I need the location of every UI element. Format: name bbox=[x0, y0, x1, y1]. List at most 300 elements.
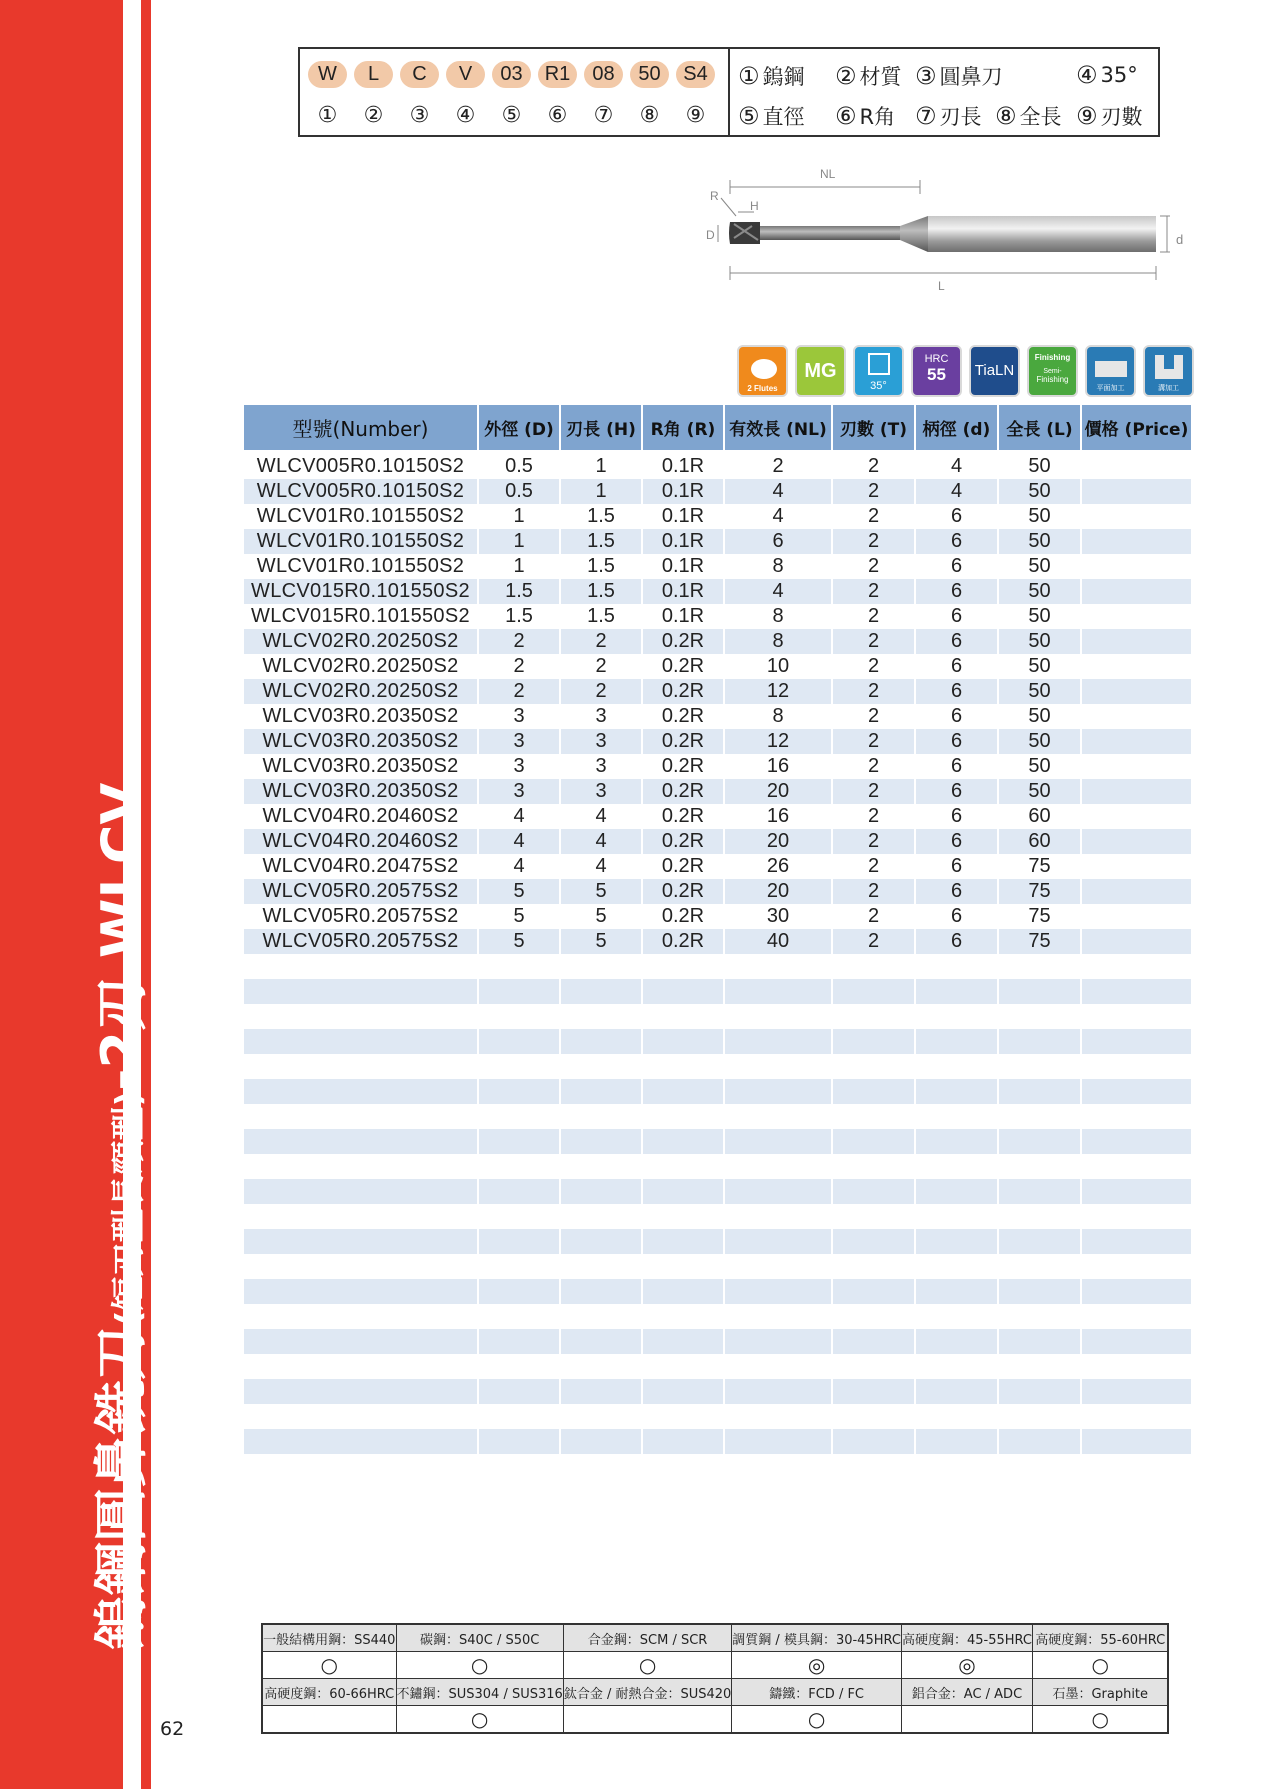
cell-diameter: 1 bbox=[513, 555, 525, 577]
flat-machining-icon bbox=[1085, 345, 1136, 397]
cell-shank bbox=[916, 1154, 997, 1179]
cell-flutes bbox=[833, 1254, 914, 1279]
cell-price bbox=[1082, 979, 1191, 1004]
cell-shank bbox=[916, 1129, 997, 1154]
icon-label: HRC bbox=[924, 353, 949, 365]
cell-flutes bbox=[833, 1329, 914, 1354]
cell-shank: 6 bbox=[950, 655, 963, 677]
cell-overall-length bbox=[999, 1179, 1080, 1204]
dim-label-r: R bbox=[710, 189, 719, 203]
cell-model: WLCV01R0.101550S2 bbox=[256, 505, 465, 527]
table-row bbox=[244, 879, 1191, 904]
cell-model bbox=[244, 1379, 477, 1404]
cell-neck-length bbox=[725, 1329, 831, 1354]
cell-flutes bbox=[833, 979, 914, 1004]
cell-flute-length: 2 bbox=[595, 655, 607, 677]
suitability-mark: ○ bbox=[732, 1706, 902, 1734]
cell-neck-length: 12 bbox=[725, 729, 831, 754]
feature-icons bbox=[737, 345, 1201, 397]
cell-diameter bbox=[479, 1104, 559, 1129]
table-row bbox=[244, 954, 1191, 979]
cell-diameter: 3 bbox=[513, 705, 525, 727]
cell-model bbox=[244, 1354, 477, 1379]
icon-label: 平面加工 bbox=[1096, 385, 1125, 392]
meaning-number: ① bbox=[738, 62, 760, 90]
cell-corner-radius: 0.2R bbox=[661, 805, 705, 827]
cell-corner-radius: 0.2R bbox=[643, 879, 723, 904]
cell-price bbox=[1082, 1429, 1191, 1454]
cell-flute-length: 1 bbox=[561, 479, 641, 504]
cell-overall-length bbox=[999, 1054, 1080, 1079]
table-row bbox=[244, 1079, 1191, 1104]
cell-flute-length bbox=[561, 979, 641, 1004]
table-row bbox=[244, 554, 1191, 579]
header-overall-length: 全長 (L) bbox=[999, 405, 1080, 454]
cell-flutes: 2 bbox=[833, 929, 914, 954]
cell-corner-radius bbox=[643, 1379, 723, 1404]
cell-shank: 6 bbox=[950, 705, 963, 727]
suitability-mark: ◎ bbox=[901, 1652, 1032, 1679]
cell-model: WLCV04R0.20460S2 bbox=[244, 829, 477, 854]
meaning-number: ③ bbox=[915, 62, 937, 90]
header-flute-length: 刃長 (H) bbox=[561, 405, 641, 454]
material-label: 高硬度鋼：60-66HRC bbox=[262, 1679, 396, 1706]
table-row bbox=[244, 704, 1191, 729]
cell-corner-radius: 0.1R bbox=[643, 479, 723, 504]
cell-shank bbox=[916, 1354, 997, 1379]
cell-diameter: 1 bbox=[513, 505, 525, 527]
table-row bbox=[244, 1229, 1191, 1254]
cell-neck-length bbox=[725, 1429, 831, 1454]
cell-shank: 6 bbox=[950, 855, 963, 877]
cell-corner-radius bbox=[643, 1304, 723, 1329]
cell-price bbox=[1082, 1404, 1191, 1429]
cell-diameter: 4 bbox=[513, 855, 525, 877]
cell-flute-length bbox=[561, 1004, 641, 1029]
cell-corner-radius: 0.2R bbox=[643, 929, 723, 954]
cell-diameter: 5 bbox=[479, 879, 559, 904]
cell-shank bbox=[916, 1204, 997, 1229]
cell-model bbox=[244, 1179, 477, 1204]
cell-flutes: 2 bbox=[833, 879, 914, 904]
header-corner-radius: R角 (R) bbox=[643, 405, 723, 454]
cell-diameter bbox=[479, 1079, 559, 1104]
cell-diameter bbox=[479, 954, 559, 979]
cell-corner-radius bbox=[643, 1154, 723, 1179]
cell-overall-length bbox=[999, 1129, 1080, 1154]
cell-overall-length: 50 bbox=[999, 629, 1080, 654]
cell-price bbox=[1082, 929, 1191, 954]
cell-neck-length bbox=[725, 1104, 831, 1129]
cell-shank: 6 bbox=[950, 505, 963, 527]
cell-overall-length: 50 bbox=[1028, 605, 1051, 627]
cell-neck-length: 8 bbox=[772, 555, 784, 577]
cell-flutes: 2 bbox=[867, 505, 880, 527]
cell-price bbox=[1082, 1029, 1191, 1054]
cell-shank bbox=[916, 1104, 997, 1129]
cell-diameter bbox=[479, 1004, 559, 1029]
cell-neck-length bbox=[725, 979, 831, 1004]
cell-diameter bbox=[479, 1379, 559, 1404]
cell-shank: 6 bbox=[950, 605, 963, 627]
cell-corner-radius: 0.2R bbox=[643, 679, 723, 704]
cell-overall-length: 50 bbox=[1028, 705, 1051, 727]
cell-shank bbox=[916, 1004, 997, 1029]
cell-flutes bbox=[833, 1004, 914, 1029]
cell-neck-length bbox=[725, 1304, 831, 1329]
cell-flute-length bbox=[561, 954, 641, 979]
cell-shank: 6 bbox=[916, 879, 997, 904]
cell-diameter: 5 bbox=[513, 905, 525, 927]
meaning-text: 35° bbox=[1100, 63, 1138, 87]
cell-flutes: 2 bbox=[867, 655, 880, 677]
table-row bbox=[244, 1154, 1191, 1179]
legend-meaning bbox=[915, 61, 1003, 91]
cell-neck-length: 16 bbox=[766, 755, 790, 777]
table-row bbox=[244, 1379, 1191, 1404]
cell-price bbox=[1082, 1379, 1191, 1404]
cell-flutes bbox=[833, 1429, 914, 1454]
title-rest: -2刃 WLCV bbox=[90, 782, 153, 1091]
cell-flutes bbox=[833, 1379, 914, 1404]
cell-price bbox=[1082, 579, 1191, 604]
cell-neck-length: 8 bbox=[725, 629, 831, 654]
cell-model bbox=[244, 1054, 477, 1079]
cell-flutes: 2 bbox=[867, 455, 880, 477]
cell-price bbox=[1082, 1179, 1191, 1204]
cell-flutes bbox=[833, 1204, 914, 1229]
cell-shank bbox=[916, 979, 997, 1004]
table-row bbox=[244, 829, 1191, 854]
cell-corner-radius: 0.2R bbox=[661, 755, 705, 777]
cell-model: WLCV02R0.20250S2 bbox=[244, 679, 477, 704]
cell-overall-length bbox=[999, 1254, 1080, 1279]
cell-shank: 6 bbox=[916, 579, 997, 604]
material-label: 合金鋼：SCM / SCR bbox=[563, 1624, 731, 1652]
cell-price bbox=[1082, 654, 1191, 679]
table-row bbox=[244, 1204, 1191, 1229]
cell-overall-length bbox=[999, 1204, 1080, 1229]
table-row bbox=[244, 1279, 1191, 1304]
cell-price bbox=[1082, 1304, 1191, 1329]
table-row bbox=[244, 1304, 1191, 1329]
cell-flute-length bbox=[561, 1179, 641, 1204]
cell-model: WLCV03R0.20350S2 bbox=[244, 779, 477, 804]
cell-corner-radius: 0.1R bbox=[643, 529, 723, 554]
cell-corner-radius bbox=[643, 1179, 723, 1204]
table-row bbox=[244, 1129, 1191, 1154]
code-number-row bbox=[308, 103, 722, 128]
material-label: 調質鋼 / 模具鋼：30-45HRC bbox=[732, 1624, 902, 1652]
cell-model bbox=[244, 1304, 477, 1329]
cell-flutes: 2 bbox=[867, 855, 880, 877]
cell-price bbox=[1082, 754, 1191, 779]
cell-corner-radius bbox=[643, 1104, 723, 1129]
cell-overall-length: 50 bbox=[999, 729, 1080, 754]
cell-shank bbox=[916, 1179, 997, 1204]
slot-machining-icon bbox=[1143, 345, 1194, 397]
table-row bbox=[244, 929, 1191, 954]
cell-diameter bbox=[479, 1204, 559, 1229]
cell-corner-radius bbox=[643, 1054, 723, 1079]
cell-diameter bbox=[479, 1029, 559, 1054]
cell-corner-radius bbox=[643, 1279, 723, 1304]
cell-flute-length: 3 bbox=[595, 755, 607, 777]
table-row bbox=[244, 1404, 1191, 1429]
cell-price bbox=[1082, 1229, 1191, 1254]
cell-price bbox=[1082, 779, 1191, 804]
cell-neck-length bbox=[725, 1054, 831, 1079]
cell-neck-length: 40 bbox=[725, 929, 831, 954]
cell-price bbox=[1082, 1004, 1191, 1029]
cell-corner-radius bbox=[643, 1429, 723, 1454]
cell-price bbox=[1082, 479, 1191, 504]
cell-diameter: 1.5 bbox=[479, 579, 559, 604]
vertical-page-title bbox=[62, 650, 182, 1650]
cell-diameter: 3 bbox=[479, 729, 559, 754]
table-row bbox=[244, 1104, 1191, 1129]
cell-flutes bbox=[833, 1104, 914, 1129]
cell-diameter: 1 bbox=[479, 529, 559, 554]
cell-model bbox=[244, 1404, 477, 1429]
cell-price bbox=[1082, 529, 1191, 554]
cell-corner-radius bbox=[643, 1204, 723, 1229]
cell-price bbox=[1082, 729, 1191, 754]
cell-corner-radius bbox=[643, 1404, 723, 1429]
cell-diameter bbox=[479, 1354, 559, 1379]
cell-price bbox=[1082, 604, 1191, 629]
suitability-mark: ○ bbox=[396, 1652, 563, 1679]
cell-model bbox=[244, 1104, 477, 1129]
cell-overall-length: 75 bbox=[1028, 905, 1051, 927]
cell-flute-length: 2 bbox=[561, 679, 641, 704]
meaning-text: R角 bbox=[859, 105, 896, 129]
cell-corner-radius: 0.1R bbox=[661, 505, 705, 527]
cell-shank bbox=[916, 1079, 997, 1104]
cell-overall-length: 50 bbox=[1028, 755, 1051, 777]
table-row bbox=[244, 979, 1191, 1004]
cell-model bbox=[244, 1204, 477, 1229]
cell-shank bbox=[916, 954, 997, 979]
cell-neck-length bbox=[725, 954, 831, 979]
cell-overall-length: 60 bbox=[1028, 805, 1051, 827]
cell-neck-length: 20 bbox=[725, 779, 831, 804]
tool-dimension-drawing bbox=[690, 160, 1170, 290]
cell-shank: 6 bbox=[950, 755, 963, 777]
cell-shank bbox=[916, 1254, 997, 1279]
cell-diameter: 2 bbox=[479, 679, 559, 704]
suitability-mark bbox=[563, 1706, 731, 1734]
dim-label-h: H bbox=[750, 199, 759, 213]
cell-flutes bbox=[833, 1029, 914, 1054]
cell-model: WLCV015R0.101550S2 bbox=[244, 579, 477, 604]
two-flutes-icon bbox=[737, 345, 788, 397]
table-row bbox=[244, 454, 1191, 479]
cell-corner-radius: 0.2R bbox=[643, 729, 723, 754]
cell-flute-length bbox=[561, 1054, 641, 1079]
cell-overall-length: 75 bbox=[999, 929, 1080, 954]
cell-corner-radius: 0.2R bbox=[643, 779, 723, 804]
mg-icon: MG bbox=[795, 345, 846, 397]
cell-overall-length: 50 bbox=[1028, 655, 1051, 677]
cell-neck-length bbox=[725, 1179, 831, 1204]
code-number: ⑥ bbox=[547, 103, 568, 128]
cell-shank bbox=[916, 1229, 997, 1254]
material-label: 鋁合金：AC / ADC bbox=[901, 1679, 1032, 1706]
cell-overall-length bbox=[999, 1354, 1080, 1379]
table-row bbox=[244, 679, 1191, 704]
meaning-number: ⑥ bbox=[835, 102, 857, 130]
cell-overall-length bbox=[999, 1229, 1080, 1254]
cell-diameter: 2 bbox=[479, 629, 559, 654]
cell-flutes: 2 bbox=[867, 605, 880, 627]
cell-flute-length bbox=[561, 1204, 641, 1229]
cell-neck-length bbox=[725, 1129, 831, 1154]
legend-meaning bbox=[835, 61, 902, 91]
cell-corner-radius: 0.1R bbox=[643, 579, 723, 604]
cell-flutes: 2 bbox=[833, 779, 914, 804]
helix-35-icon bbox=[853, 345, 904, 397]
cell-diameter bbox=[479, 979, 559, 1004]
dim-label-d-upper: D bbox=[706, 228, 715, 242]
material-label: 高硬度鋼：55-60HRC bbox=[1032, 1624, 1168, 1652]
code-pill: W bbox=[308, 61, 347, 88]
cell-flute-length bbox=[561, 1104, 641, 1129]
code-pill: S4 bbox=[676, 61, 715, 88]
code-pill: L bbox=[354, 61, 393, 88]
cell-price bbox=[1082, 1154, 1191, 1179]
cell-neck-length bbox=[725, 1354, 831, 1379]
material-mark-row bbox=[262, 1706, 1168, 1734]
cell-price bbox=[1082, 1079, 1191, 1104]
cell-flute-length: 4 bbox=[595, 855, 607, 877]
dim-label-l: L bbox=[938, 279, 945, 290]
cell-model: WLCV01R0.101550S2 bbox=[244, 529, 477, 554]
table-row bbox=[244, 504, 1191, 529]
cell-flutes bbox=[833, 1279, 914, 1304]
cell-flute-length: 1.5 bbox=[561, 579, 641, 604]
cell-model: WLCV05R0.20575S2 bbox=[262, 905, 459, 927]
cell-model bbox=[244, 1229, 477, 1254]
cell-flute-length bbox=[561, 1304, 641, 1329]
table-row bbox=[244, 654, 1191, 679]
cell-model bbox=[244, 954, 477, 979]
meaning-text: 刃數 bbox=[1100, 105, 1143, 129]
cell-shank bbox=[916, 1429, 997, 1454]
cell-neck-length: 20 bbox=[725, 829, 831, 854]
cell-diameter bbox=[479, 1179, 559, 1204]
cell-flute-length: 3 bbox=[595, 705, 607, 727]
cell-flute-length bbox=[561, 1404, 641, 1429]
part-number-legend bbox=[298, 47, 1160, 137]
header-flutes: 刃數 (T) bbox=[833, 405, 914, 454]
code-pill: 08 bbox=[584, 61, 623, 88]
cell-overall-length: 75 bbox=[1028, 855, 1051, 877]
header-neck-length: 有效長 (NL) bbox=[725, 405, 831, 454]
suitability-mark bbox=[262, 1706, 396, 1734]
table-row bbox=[244, 904, 1191, 929]
cell-model: WLCV02R0.20250S2 bbox=[244, 629, 477, 654]
table-row bbox=[244, 529, 1191, 554]
cell-diameter bbox=[479, 1129, 559, 1154]
cell-shank bbox=[916, 1054, 997, 1079]
code-number: ④ bbox=[455, 103, 476, 128]
legend-divider bbox=[728, 49, 730, 135]
header-diameter: 外徑 (D) bbox=[479, 405, 559, 454]
cell-flute-length bbox=[561, 1154, 641, 1179]
code-number: ⑦ bbox=[593, 103, 614, 128]
cell-diameter: 2 bbox=[513, 655, 525, 677]
cell-model bbox=[244, 1004, 477, 1029]
cell-model: WLCV02R0.20250S2 bbox=[262, 655, 459, 677]
meaning-number: ⑧ bbox=[995, 102, 1017, 130]
cell-shank: 6 bbox=[916, 929, 997, 954]
cell-overall-length: 50 bbox=[1028, 455, 1051, 477]
cell-diameter bbox=[479, 1254, 559, 1279]
cell-model: WLCV04R0.20460S2 bbox=[262, 805, 459, 827]
cell-overall-length: 50 bbox=[999, 479, 1080, 504]
hrc-55-icon bbox=[911, 345, 962, 397]
cell-flute-length bbox=[561, 1029, 641, 1054]
table-row bbox=[244, 604, 1191, 629]
cell-diameter bbox=[479, 1304, 559, 1329]
cell-shank: 6 bbox=[916, 729, 997, 754]
material-label: 高硬度鋼：45-55HRC bbox=[901, 1624, 1032, 1652]
cell-neck-length: 20 bbox=[725, 879, 831, 904]
cell-flutes bbox=[833, 1154, 914, 1179]
cell-flute-length: 4 bbox=[561, 829, 641, 854]
cell-corner-radius bbox=[643, 954, 723, 979]
cell-shank bbox=[916, 1379, 997, 1404]
cell-flute-length bbox=[561, 1379, 641, 1404]
cell-flute-length bbox=[561, 1354, 641, 1379]
cell-price bbox=[1082, 1104, 1191, 1129]
cell-diameter: 0.5 bbox=[505, 455, 533, 477]
cell-flutes: 2 bbox=[867, 905, 880, 927]
cell-model bbox=[244, 1254, 477, 1279]
code-pill: C bbox=[400, 61, 439, 88]
cell-flute-length bbox=[561, 1254, 641, 1279]
legend-meaning bbox=[738, 101, 805, 131]
meaning-number: ④ bbox=[1076, 61, 1098, 89]
cell-diameter bbox=[479, 1054, 559, 1079]
legend-meaning bbox=[915, 101, 982, 131]
header-shank: 柄徑 (d) bbox=[916, 405, 997, 454]
cell-neck-length: 10 bbox=[766, 655, 790, 677]
icon-label: Finishing bbox=[1034, 353, 1071, 362]
cell-flutes: 2 bbox=[833, 729, 914, 754]
header-model: 型號(Number) bbox=[244, 405, 477, 454]
cell-shank: 6 bbox=[950, 555, 963, 577]
cell-model: WLCV03R0.20350S2 bbox=[262, 755, 459, 777]
meaning-text: 鎢鋼 bbox=[762, 65, 805, 89]
cell-overall-length bbox=[999, 1304, 1080, 1329]
code-number: ⑧ bbox=[639, 103, 660, 128]
table-row bbox=[244, 1254, 1191, 1279]
legend-meaning bbox=[835, 101, 895, 131]
cell-overall-length bbox=[999, 1154, 1080, 1179]
cell-neck-length bbox=[725, 1004, 831, 1029]
cell-flute-length: 5 bbox=[595, 905, 607, 927]
cell-corner-radius bbox=[643, 1354, 723, 1379]
cell-model: WLCV005R0.10150S2 bbox=[244, 479, 477, 504]
cell-overall-length bbox=[999, 1279, 1080, 1304]
material-suitability-table bbox=[261, 1623, 1169, 1734]
meaning-number: ⑦ bbox=[915, 102, 937, 130]
cell-overall-length bbox=[999, 1029, 1080, 1054]
cell-diameter bbox=[479, 1404, 559, 1429]
page-number: 62 bbox=[160, 1718, 185, 1740]
